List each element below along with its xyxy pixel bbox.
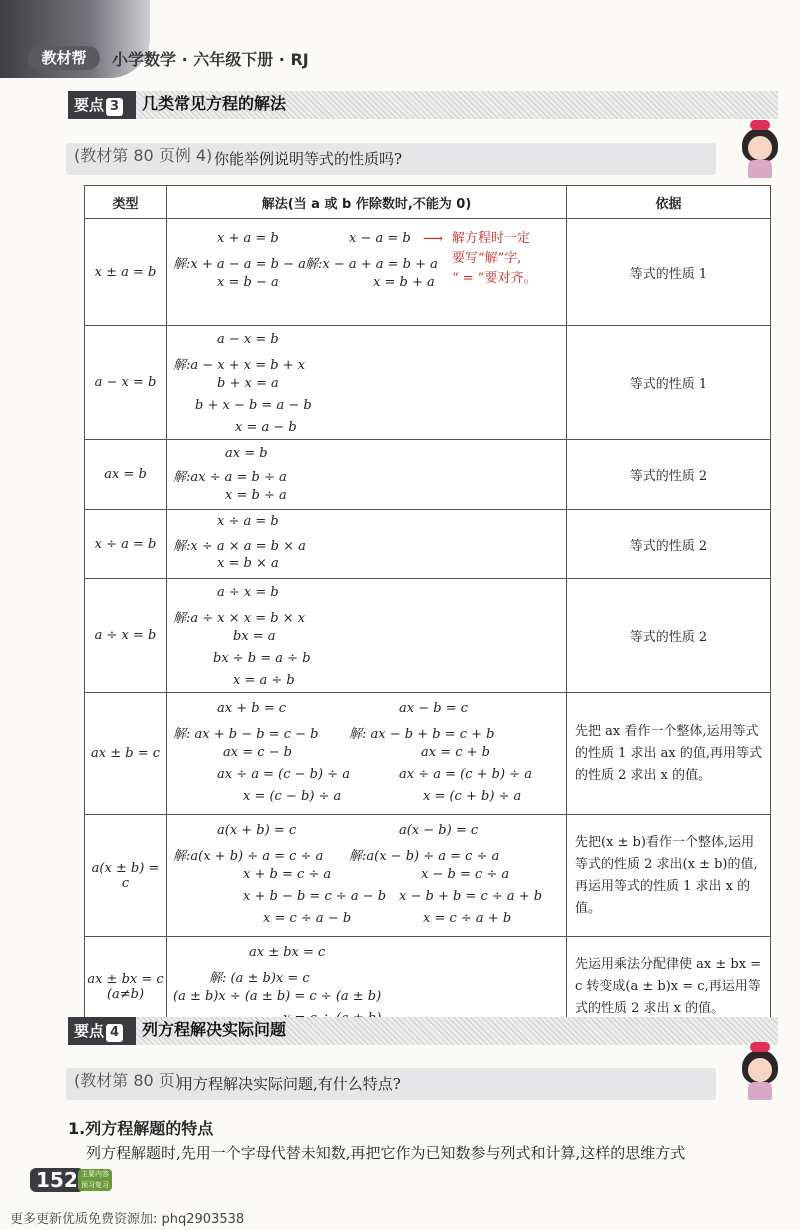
solution-line: 解:ax ÷ a = b ÷ a bbox=[173, 470, 287, 485]
row-basis: 等式的性质 2 bbox=[567, 579, 771, 693]
header-method: 解法(当 a 或 b 作除数时,不能为 0) bbox=[167, 186, 567, 219]
solution-line: 解:x − a + a = b + a bbox=[305, 257, 438, 272]
section-3-bar bbox=[68, 91, 778, 119]
solution-line: ax ÷ a = (c + b) ÷ a bbox=[399, 767, 532, 782]
girl-mascot-icon bbox=[736, 1042, 784, 1102]
solution-line: ax = c − b bbox=[223, 745, 292, 760]
section-3-number: 3 bbox=[106, 98, 123, 116]
page-number-badge bbox=[24, 1164, 116, 1194]
row-solution bbox=[167, 815, 567, 937]
row-solution bbox=[167, 219, 567, 326]
solution-line: x = c ÷ a − b bbox=[263, 911, 352, 926]
page-tag: 主要内容 预习复习 bbox=[78, 1169, 112, 1191]
row-basis: 先把(x ± b)看作一个整体,运用等式的性质 2 求出(x ± b)的值,再运用等式的性质 1 求出 x 的值。 bbox=[567, 815, 771, 937]
book-title: 小学数学 · 六年级下册 · RJ bbox=[112, 50, 309, 69]
textbook-reference: (教材第 80 页) bbox=[74, 1071, 182, 1090]
solution-line: x ÷ a = b bbox=[217, 514, 279, 529]
header-type: 类型 bbox=[85, 186, 167, 219]
book-badge: 教材帮 bbox=[28, 46, 100, 70]
annotation-note: 要写“解”字, bbox=[452, 251, 522, 266]
table-row bbox=[85, 815, 771, 937]
table-row bbox=[85, 440, 771, 510]
table-row bbox=[85, 510, 771, 579]
solution-line: (a ± b)x ÷ (a ± b) = c ÷ (a ± b) bbox=[173, 989, 382, 1004]
row-type: x ± a = b bbox=[85, 219, 167, 326]
solution-line: bx ÷ b = a ÷ b bbox=[213, 651, 311, 666]
section-4-number: 4 bbox=[106, 1024, 123, 1042]
page-number: 152 bbox=[30, 1168, 84, 1192]
solution-line: a(x + b) = c bbox=[217, 823, 297, 838]
question-bar-1 bbox=[66, 143, 716, 175]
girl-mascot-icon bbox=[736, 120, 784, 180]
solution-line: x − b = c ÷ a bbox=[421, 867, 510, 882]
arrow-icon: ⟶ bbox=[423, 231, 444, 247]
solution-line: 解:x ÷ a × a = b × a bbox=[173, 539, 306, 554]
row-solution bbox=[167, 440, 567, 510]
row-type-line: ax ± bx = c bbox=[87, 971, 164, 987]
solution-line: x + a = b bbox=[217, 231, 279, 246]
solution-line: x = b ÷ a bbox=[225, 488, 287, 503]
solution-line: x − b + b = c ÷ a + b bbox=[399, 889, 543, 904]
solution-line: ax + b = c bbox=[217, 701, 286, 716]
section-3-label: 要点 3 bbox=[68, 91, 136, 119]
row-type: a(x ± b) = c bbox=[85, 815, 167, 937]
row-basis: 等式的性质 2 bbox=[567, 510, 771, 579]
table-row bbox=[85, 579, 771, 693]
row-solution bbox=[167, 693, 567, 815]
solution-line: a ÷ x = b bbox=[217, 585, 279, 600]
solution-line: 解:a ÷ x × x = b × x bbox=[173, 611, 306, 626]
table-row bbox=[85, 693, 771, 815]
solution-line: 解: (a ± b)x = c bbox=[209, 971, 310, 986]
row-type: ax ± b = c bbox=[85, 693, 167, 815]
solution-line: x = (c + b) ÷ a bbox=[423, 789, 522, 804]
solution-line: ax − b = c bbox=[399, 701, 468, 716]
section-3-title: 几类常见方程的解法 bbox=[142, 94, 287, 113]
solution-line: 解:a − x + x = b + x bbox=[173, 358, 306, 373]
solution-line: ax ÷ a = (c − b) ÷ a bbox=[217, 767, 350, 782]
solution-line: 解:a(x + b) ÷ a = c ÷ a bbox=[173, 849, 324, 864]
row-type: a − x = b bbox=[85, 326, 167, 440]
row-solution bbox=[167, 510, 567, 579]
header-basis: 依据 bbox=[567, 186, 771, 219]
solution-line: x = c ÷ a + b bbox=[423, 911, 512, 926]
section-4-label: 要点 4 bbox=[68, 1017, 136, 1045]
solution-line: x − a = b bbox=[349, 231, 411, 246]
row-type: x ÷ a = b bbox=[85, 510, 167, 579]
solution-line: a(x − b) = c bbox=[399, 823, 479, 838]
solution-line: 解:x + a − a = b − a bbox=[173, 257, 306, 272]
solution-line: a − x = b bbox=[217, 332, 279, 347]
question-text: 用方程解决实际问题,有什么特点? bbox=[178, 1075, 401, 1093]
row-solution bbox=[167, 579, 567, 693]
solution-line: 解: ax − b + b = c + b bbox=[349, 727, 495, 742]
solution-line: b + x − b = a − b bbox=[195, 398, 312, 413]
solution-line: 解: ax + b − b = c − b bbox=[173, 727, 319, 742]
row-type-condition: (a≠b) bbox=[106, 986, 145, 1002]
row-solution bbox=[167, 326, 567, 440]
question-text: 你能举例说明等式的性质吗? bbox=[214, 150, 403, 168]
table-row bbox=[85, 326, 771, 440]
row-basis: 先运用乘法分配律使 ax ± bx = c 转变成(a ± b)x = c,再运用等式的性质 2 求出 x 的值。 bbox=[567, 937, 771, 1037]
page-header bbox=[0, 0, 800, 80]
row-type: ax = b bbox=[85, 440, 167, 510]
solution-line: bx = a bbox=[233, 629, 276, 644]
solution-line: ax ± bx = c bbox=[249, 945, 326, 960]
row-basis: 先把 ax 看作一个整体,运用等式的性质 1 求出 ax 的值,再用等式的性质 2 求出 x 的值。 bbox=[567, 693, 771, 815]
solution-line: x + b = c ÷ a bbox=[243, 867, 332, 882]
row-basis: 等式的性质 1 bbox=[567, 326, 771, 440]
solution-line: x = a − b bbox=[235, 420, 297, 435]
solution-line: x = a ÷ b bbox=[233, 673, 295, 688]
solution-line: x = b × a bbox=[217, 556, 279, 571]
table-row bbox=[85, 219, 771, 326]
solution-line: ax = c + b bbox=[421, 745, 490, 760]
solution-line: x + b − b = c ÷ a − b bbox=[243, 889, 387, 904]
solution-line: b + x = a bbox=[217, 376, 279, 391]
section-4-bar bbox=[68, 1017, 778, 1045]
section-4-title: 列方程解决实际问题 bbox=[142, 1020, 287, 1039]
footer-watermark: 更多更新优质免费资源加: phq2903538 bbox=[10, 1212, 245, 1227]
annotation-note: “ = ”要对齐。 bbox=[452, 271, 537, 286]
solution-line: ax = b bbox=[225, 446, 268, 461]
annotation-note: 解方程时一定 bbox=[452, 231, 531, 246]
table-header-row bbox=[85, 186, 771, 219]
row-type: a ÷ x = b bbox=[85, 579, 167, 693]
solution-line: x = b + a bbox=[373, 275, 435, 290]
solution-line: 解:a(x − b) ÷ a = c ÷ a bbox=[349, 849, 500, 864]
subsection-heading: 1.列方程解题的特点 bbox=[68, 1119, 214, 1138]
textbook-reference: (教材第 80 页例 4) bbox=[74, 146, 213, 165]
row-basis: 等式的性质 1 bbox=[567, 219, 771, 326]
body-paragraph: 列方程解题时,先用一个字母代替未知数,再把它作为已知数参与列式和计算,这样的思维方式 bbox=[86, 1144, 686, 1162]
equation-methods-table bbox=[84, 185, 771, 1037]
solution-line: x = b − a bbox=[217, 275, 279, 290]
solution-line: x = (c − b) ÷ a bbox=[243, 789, 342, 804]
row-basis: 等式的性质 2 bbox=[567, 440, 771, 510]
question-bar-2 bbox=[66, 1068, 716, 1100]
